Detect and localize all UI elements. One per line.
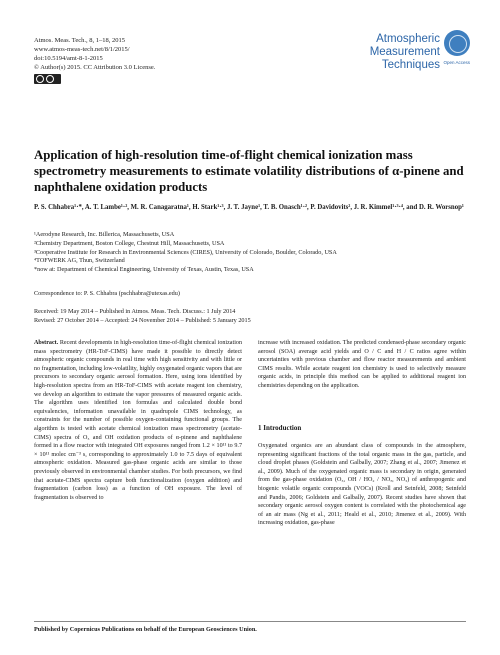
affiliation-item: ¹Aerodyne Research, Inc. Billerica, Massachusetts, USA	[34, 231, 175, 238]
article-metadata	[34, 36, 155, 86]
affiliations	[34, 231, 474, 275]
abstract	[34, 339, 242, 502]
affiliation-item: ²Chemistry Department, Boston College, Chestnut Hill, Massachusetts, USA	[34, 239, 225, 247]
journal-name-line-1: Atmospheric	[376, 33, 440, 45]
author-list: P. S. Chhabra¹·*, A. T. Lambe¹·², M. R. Canagaratna¹, H. Stark¹·³, J. T. Jayne¹, T. B. Onasch¹·², P. Davidovits², J. R. Kimmel¹·³·⁴, and D. R. Worsnop¹	[34, 204, 464, 211]
correspondence: Correspondence to: P. S. Chhabra (pschhabra@utexas.edu)	[34, 290, 180, 297]
abstract-text: Recent developments in high-resolution time-of-flight chemical ionization mass spectrometry (HR-ToF-CIMS) have made it possible to directly detect atmospheric organic compounds in real time with high sensitivity and with little or no fragmentation, including low-volatility, highly oxygenated organic vapors that are precursors to secondary organic aerosol formation. Here, using ions identified by high-resolution spectra from an HR-ToF-CIMS with acetate reagent ion chemistry, we develop an algorithm to estimate the vapor pressures of measured organic acids. The algorithm uses identified ion formulas and calculated double bond equivalencies, information unavailable in quadrupole CIMS technology, as constraints for the number of possible oxygen-containing functional groups. The algorithm is tested with acetate chemical ionization mass spectrometry (acetate-CIMS) spectra of O₃ and OH oxidation products of α-pinene and naphthalene formed in a flow reactor with integrated OH exposures ranged from 1.2 × 10¹¹ to 9.7 × 10¹¹ molec cm⁻³ s, corresponding to approximately 1.0 to 7.5 days of equivalent atmospheric oxidation. Measured gas-phase organic acids are similar to those previously observed in environmental chamber studies. For both precursors, we find that acetate-CIMS spectra capture both functionalization (oxygen addition) and fragmentation (carbon loss) as a function of OH exposure. The level of fragmentation is observed to	[34, 340, 242, 501]
abstract-continued: increase with increased oxidation. The predicted condensed-phase secondary organic aerosol (SOA) average acid yields and O / C and H / C ratios agree within uncertainties with previous chamber and flow reactor measurements and ambient CIMS results. While acetate reagent ion chemistry is used to selectively measure organic acids, in principle this method can be applied to additional reagent ion chemistries depending on the application.	[258, 340, 466, 389]
introduction-text: Oxygenated organics are an abundant class of compounds in the atmosphere, representing significant fractions of the total organic mass in the gas, particle, and cloud droplet phases (Goldstein and Galbally, 2007; Zhang et al., 2007; Jimenez et al., 2009). Much of the oxygenated organic mass is secondary in origin, generated from the gas-phase oxidation (O₃, OH / HO₂ / NOₓ, NO₃) of anthropogenic and biogenic volatile organic compounds (VOCs) (Kroll and Seinfeld, 2008; Seinfeld and Pandis, 2006; Goldstein and Galbally, 2007). Recent studies have shown that secondary organic aerosol oxygen content is correlated with the photochemical age of an air mass (Ng et al., 2011; Heald et al., 2010; Jimenez et al., 2009). With increasing oxidation, gas-phase	[258, 443, 466, 527]
affiliation-item: ⁴TOFWERK AG, Thun, Switzerland	[34, 257, 125, 265]
journal-name-line-3: Techniques	[381, 59, 440, 71]
dates-line-published: Revised: 27 October 2014 – Accepted: 24 November 2014 – Published: 5 January 2015	[34, 316, 251, 324]
affiliation-item: ³Cooperative Institute for Research in Environmental Sciences (CIRES), University of Colorado, Boulder, Colorado, USA	[34, 248, 337, 256]
citation: Atmos. Meas. Tech., 8, 1–18, 2015	[34, 37, 125, 44]
abstract-column	[34, 339, 242, 502]
affiliation-item: *now at: Department of Chemical Engineering, University of Texas, Austin, Texas, USA	[34, 266, 254, 274]
section-heading-introduction: 1 Introduction	[258, 424, 302, 432]
dates-line-received: Received: 19 May 2014 – Published in Atmos. Meas. Tech. Discuss.: 1 July 2014	[34, 308, 236, 315]
paper-title: Application of high-resolution time-of-flight chemical ionization mass spectrometry measurements to estimate volatility distributions of α-pinene and naphthalene oxidation products	[34, 148, 464, 194]
article-url[interactable]: www.atmos-meas-tech.net/8/1/2015/	[34, 46, 130, 53]
cc-by-icon	[34, 74, 61, 84]
doi[interactable]: doi:10.5194/amt-8-1-2015	[34, 55, 103, 62]
publisher-footer: Published by Copernicus Publications on behalf of the European Geosciences Union.	[34, 626, 257, 633]
footer-divider	[34, 621, 466, 622]
journal-logo	[310, 30, 470, 80]
publication-dates	[34, 308, 251, 325]
copyright-line: © Author(s) 2015. CC Attribution 3.0 License.	[34, 64, 156, 71]
journal-emblem-icon	[444, 30, 470, 56]
journal-name-line-2: Measurement	[369, 46, 440, 58]
open-access-label: Open Access	[443, 60, 470, 65]
abstract-label: Abstract.	[34, 340, 59, 346]
